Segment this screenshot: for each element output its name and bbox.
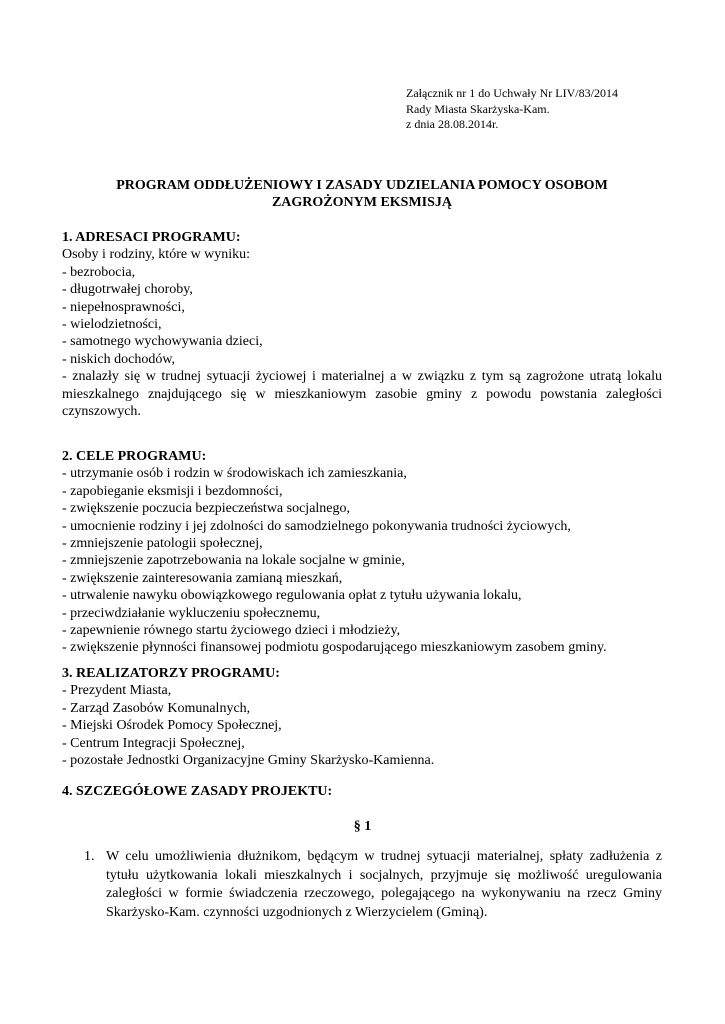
list-item: - długotrwałej choroby,	[62, 282, 193, 298]
list-item: - wielodzietności,	[62, 317, 162, 333]
list-item: - Miejski Ośrodek Pomocy Społecznej,	[62, 718, 282, 734]
list-item: - zwiększenie płynności finansowej podmiotu gospodarującego mieszkaniowym zasobem gminy.	[62, 640, 607, 656]
list-item: - niskich dochodów,	[62, 351, 176, 367]
list-item-line: - znalazły się w trudnej sytuacji życiowej i materialnej a w związku z tym są zagrożone utratą lokalu	[62, 369, 662, 385]
item-number: 1.	[84, 849, 95, 864]
list-item: - zapewnienie równego startu życiowego dzieci i młodzieży,	[62, 623, 401, 639]
list-item: - pozostałe Jednostki Organizacyjne Gminy Skarżysko-Kamienna.	[62, 753, 435, 769]
annex-note	[406, 86, 618, 133]
item-line: Skarżysko-Kam. czynności uzgodnionych z Wierzycielem (Gminą).	[106, 904, 488, 920]
list-item: - bezrobocia,	[62, 264, 136, 280]
section-heading: 1. ADRESACI PROGRAMU:	[62, 230, 241, 245]
list-item-line: mieszkalnego znajdującego się w mieszkaniowym zasobie gminy z powodu powstania zaległości	[62, 386, 662, 402]
list-item-line: czynszowych.	[62, 404, 141, 420]
title-line: ZAGROŻONYM EKSMISJĄ	[271, 195, 453, 210]
section-addressees	[62, 229, 662, 420]
list-item: - zmniejszenie patologii społecznej,	[62, 536, 263, 552]
list-item: - utrzymanie osób i rodzin w środowiskach ich zamieszkania,	[62, 466, 407, 482]
list-item: - Prezydent Miasta,	[62, 683, 172, 699]
annex-line: Rady Miasta Skarżyska-Kam.	[406, 101, 550, 116]
list-item: - zwiększenie poczucia bezpieczeństwa socjalnego,	[62, 501, 351, 517]
list-item: - samotnego wychowywania dzieci,	[62, 334, 263, 350]
item-line: W celu umożliwienia dłużnikom, będącym w trudnej sytuacji materialnej, spłaty zadłużenia z	[106, 849, 662, 864]
list-item: - umocnienie rodziny i jej zdolności do samodzielnego pokonywania trudności życiowych,	[62, 518, 571, 534]
list-item: - Zarząd Zasobów Komunalnych,	[62, 700, 251, 716]
list-item: - zwiększenie zainteresowania zamianą mieszkań,	[62, 570, 343, 586]
paragraph-label: § 1	[353, 819, 372, 834]
list-item: - utrwalenie nawyku obowiązkowego regulowania opłat z tytułu używania lokalu,	[62, 588, 522, 604]
section-intro: Osoby i rodziny, które w wyniku:	[62, 247, 251, 263]
list-item: - Centrum Integracji Społecznej,	[62, 735, 245, 751]
item-body	[106, 848, 662, 922]
section-heading: 3. REALIZATORZY PROGRAMU:	[62, 666, 280, 681]
section-implementers	[62, 665, 662, 769]
list-item: - zapobieganie eksmisji i bezdomności,	[62, 483, 283, 499]
list-item: - zmniejszenie zapotrzebowania na lokale socjalne w gminie,	[62, 553, 405, 569]
document-title	[62, 177, 662, 211]
section-goals	[62, 448, 662, 657]
item-line: zaległości w formie świadczenia rzeczowego, polegającego na wykonywaniu na rzecz Gminy	[106, 886, 662, 901]
item-line: tytułu użytkowania lokali mieszkalnych i socjalnych, przyjmuje się możliwość uregulowania	[106, 867, 662, 883]
section-heading: 2. CELE PROGRAMU:	[62, 449, 207, 464]
annex-line: z dnia 28.08.2014r.	[406, 117, 499, 131]
list-item: - przeciwdziałanie wykluczeniu społecznemu,	[62, 605, 321, 621]
section-heading-detailed-rules: 4. SZCZEGÓŁOWE ZASADY PROJEKTU:	[62, 784, 333, 799]
annex-line: Załącznik nr 1 do Uchwały Nr LIV/83/2014	[406, 86, 618, 100]
title-line: PROGRAM ODDŁUŻENIOWY I ZASADY UDZIELANIA POMOCY OSOBOM	[116, 178, 608, 193]
list-item: - niepełnosprawności,	[62, 299, 185, 315]
